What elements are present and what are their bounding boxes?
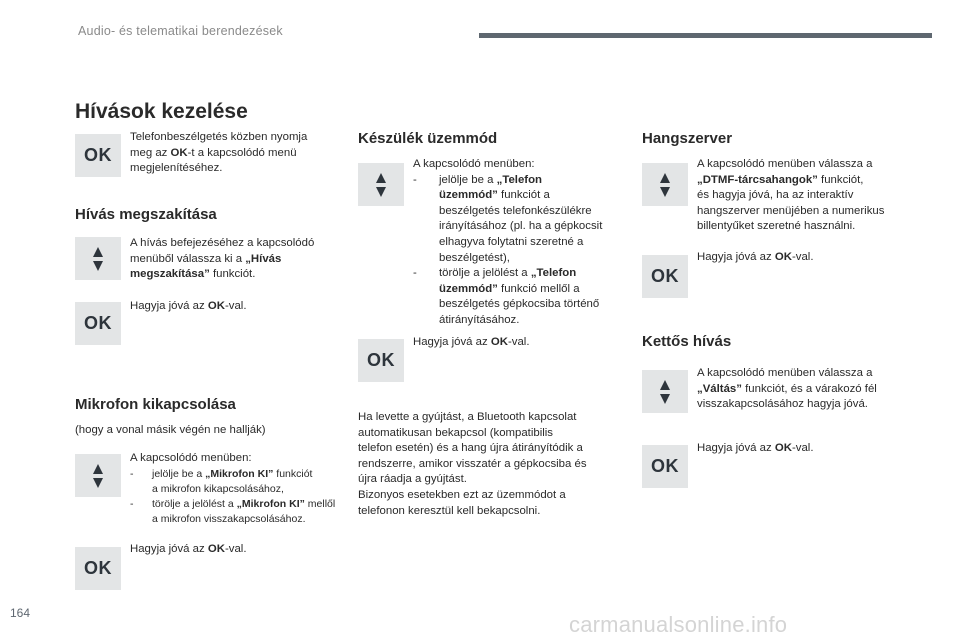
navigation-arrows-icon xyxy=(642,370,688,413)
navigation-arrows-icon xyxy=(75,454,121,497)
ok-button-icon: OK xyxy=(75,547,121,590)
page-number: 164 xyxy=(10,606,31,620)
navigation-arrows-icon xyxy=(642,163,688,206)
watermark: carmanualsonline.info xyxy=(569,612,788,637)
ok-button-icon: OK xyxy=(75,134,121,177)
list-item: - jelölje be a „Telefon üzemmód” funkciót a beszélgetés telefonkészülékre irányításához (pl. ha a gépkocsit elhagyva folytatni szeretné a beszélgetést), xyxy=(413,173,603,264)
list-item: - jelölje be a „Mikrofon KI” funkciót a mikrofon kikapcsolásához, xyxy=(130,467,313,495)
mikrofon-heading: Mikrofon kikapcsolása xyxy=(75,396,236,413)
hangszerver-confirm: Hagyja jóvá az OK-val. xyxy=(697,251,814,263)
keszulek-heading: Készülék üzemmód xyxy=(358,130,498,147)
ok-button-icon: OK xyxy=(75,302,121,345)
keszulek-confirm: Hagyja jóvá az OK-val. xyxy=(413,336,530,348)
header-bar xyxy=(479,33,932,38)
navigation-arrows-icon xyxy=(75,237,121,280)
hangszerver-text: A kapcsolódó menüben válassza a „DTMF-tárcsahangok” funkciót, és hagyja jóvá, ha az interaktív hangszerver menüjében a numerikus billentyűket szeretné használni. xyxy=(697,158,885,233)
mikrofon-confirm: Hagyja jóvá az OK-val. xyxy=(130,543,247,555)
mikrofon-text: A kapcsolódó menüben: - jelölje be a „Mikrofon KI” funkciót a mikrofon kikapcsolásához, - törölje a jelölést a „Mikrofon KI” mellől a mikrofon visszakapcsolásához. xyxy=(130,451,350,527)
header-title: Audio- és telematikai berendezések xyxy=(78,24,283,38)
list-item: - törölje a jelölést a „Telefon üzemmód” funkció mellől a beszélgetés gépkocsiba történő átirányításához. xyxy=(413,267,600,326)
hivas-confirm: Hagyja jóvá az OK-val. xyxy=(130,300,247,312)
arrow-up-icon xyxy=(660,173,670,183)
arrow-down-icon xyxy=(93,261,103,271)
ok-button-icon: OK xyxy=(358,339,404,382)
arrow-down-icon xyxy=(376,187,386,197)
page-title: Hívások kezelése xyxy=(75,100,248,123)
ok-button-icon: OK xyxy=(642,445,688,488)
list-item: - törölje a jelölést a „Mikrofon KI” mellől a mikrofon visszakapcsolásához. xyxy=(130,497,336,525)
navigation-arrows-icon xyxy=(358,163,404,206)
keszulek-text: A kapcsolódó menüben: - jelölje be a „Telefon üzemmód” funkciót a beszélgetés telefonkészülékre irányításához (pl. ha a gépkocsit elhagyva folytatni szeretné a beszélgetést), - törölje a jelölést a „Telefon üzemmód” funkció mellől a beszélgetés gépkocsiba történő átirányításához. xyxy=(413,157,628,329)
hivas-heading: Hívás megszakítása xyxy=(75,206,217,223)
arrow-up-icon xyxy=(93,464,103,474)
intro-text: Telefonbeszélgetés közben nyomja meg az OK-t a kapcsolódó menü megjelenítéséhez. xyxy=(130,131,308,175)
hangszerver-heading: Hangszerver xyxy=(642,130,733,147)
ok-button-icon: OK xyxy=(642,255,688,298)
arrow-up-icon xyxy=(376,173,386,183)
hivas-text: A hívás befejezéséhez a kapcsolódó menüből válassza ki a „Hívás megszakítása” funkciót. xyxy=(130,237,315,281)
mikrofon-list xyxy=(130,467,350,527)
kettos-heading: Kettős hívás xyxy=(642,333,732,350)
kettos-text: A kapcsolódó menüben válassza a „Váltás” funkciót, és a várakozó fél visszakapcsolásához hagyja jóvá. xyxy=(697,367,877,411)
keszulek-list xyxy=(413,173,628,329)
arrow-down-icon xyxy=(660,187,670,197)
arrow-down-icon xyxy=(93,478,103,488)
arrow-down-icon xyxy=(660,394,670,404)
arrow-up-icon xyxy=(660,380,670,390)
keszulek-note: Ha levette a gyújtást, a Bluetooth kapcsolat automatikusan bekapcsol (kompatibilis telefon esetén) és a hang újra átirányítódik a rendszerre, amikor visszatér a gépkocsiba és újra ráadja a gyújtást. Bizonyos esetekben ezt az üzemmódot a telefonon keresztül kell bekapcsolni. xyxy=(358,411,587,517)
mikrofon-note: (hogy a vonal másik végén ne hallják) xyxy=(75,424,266,436)
kettos-confirm: Hagyja jóvá az OK-val. xyxy=(697,442,814,454)
arrow-up-icon xyxy=(93,247,103,257)
